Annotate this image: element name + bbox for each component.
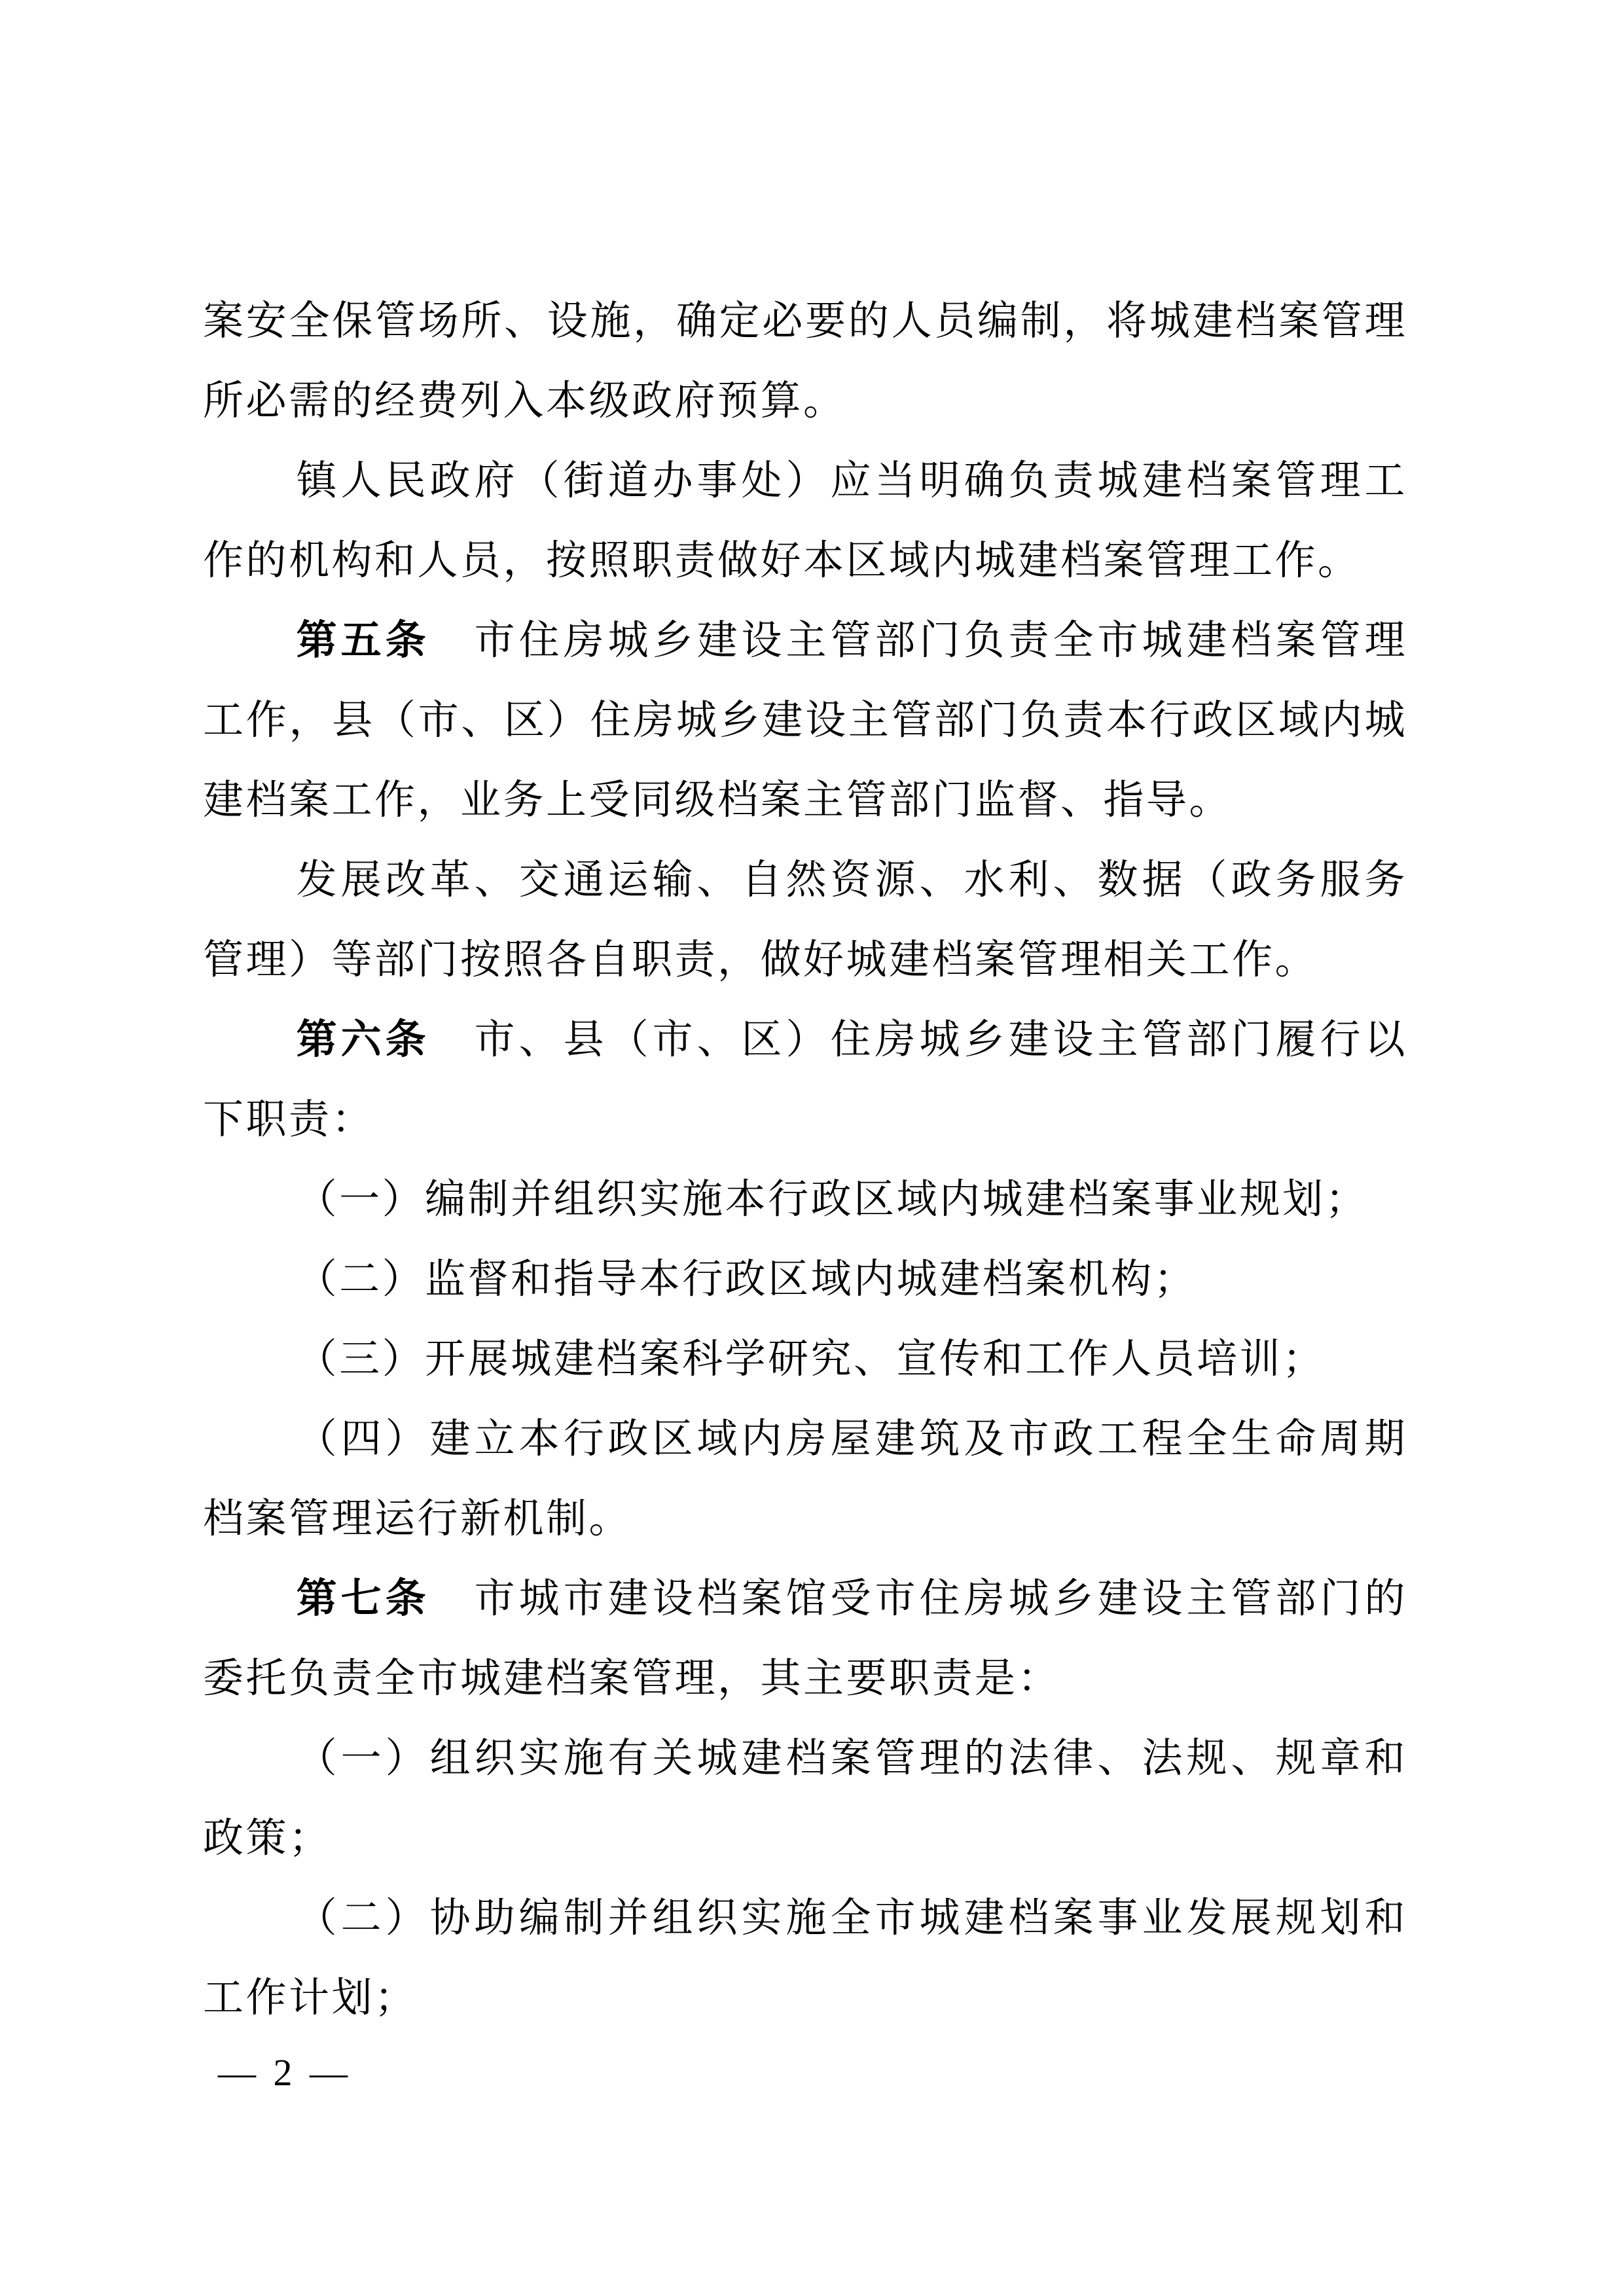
article-6-heading: 第六条 bbox=[296, 1017, 430, 1062]
paragraph-text: 镇人民政府（街道办事处）应当明确负责城建档案管理工作的机构和人员，按照职责做好本区域内城建档案管理工作。 bbox=[203, 459, 1407, 583]
list-item-1 bbox=[203, 1160, 1407, 1240]
paragraph-text: （一）编制并组织实施本行政区域内城建档案事业规划； bbox=[296, 1177, 1369, 1222]
list-item-1b bbox=[203, 1719, 1407, 1878]
paragraph-text: 发展改革、交通运输、自然资源、水利、数据（政务服务管理）等部门按照各自职责，做好城建档案管理相关工作。 bbox=[203, 858, 1407, 982]
paragraph-text: 市住房城乡建设主管部门负责全市城建档案管理工作，县（市、区）住房城乡建设主管部门负责本行政区域内城建档案工作，业务上受同级档案主管部门监督、指导。 bbox=[203, 619, 1407, 823]
paragraph-article-6 bbox=[203, 1000, 1407, 1160]
paragraph-text: （三）开展城建档案科学研究、宣传和工作人员培训； bbox=[296, 1337, 1326, 1382]
paragraph-text: （四）建立本行政区域内房屋建筑及市政工程全生命周期档案管理运行新机制。 bbox=[203, 1417, 1407, 1541]
paragraph-article-7 bbox=[203, 1559, 1407, 1719]
paragraph-text: （一）组织实施有关城建档案管理的法律、法规、规章和政策； bbox=[203, 1736, 1407, 1861]
page-number: — 2 — bbox=[218, 2051, 352, 2094]
paragraph bbox=[203, 441, 1407, 601]
paragraph-text: 案安全保管场所、设施，确定必要的人员编制，将城建档案管理所必需的经费列入本级政府预算。 bbox=[203, 299, 1407, 423]
list-item-2b bbox=[203, 1878, 1407, 2038]
paragraph-text: （二）监督和指导本行政区域内城建档案机构； bbox=[296, 1257, 1197, 1302]
list-item-2 bbox=[203, 1240, 1407, 1319]
paragraph-text: （二）协助编制并组织实施全市城建档案事业发展规划和工作计划； bbox=[203, 1896, 1407, 2020]
document-body bbox=[203, 281, 1407, 2038]
article-5-heading: 第五条 bbox=[296, 618, 430, 663]
list-item-3 bbox=[203, 1319, 1407, 1399]
list-item-4 bbox=[203, 1399, 1407, 1559]
article-7-heading: 第七条 bbox=[296, 1576, 430, 1621]
paragraph-text: 市城市建设档案馆受市住房城乡建设主管部门的委托负责全市城建档案管理，其主要职责是： bbox=[203, 1577, 1407, 1701]
paragraph bbox=[203, 840, 1407, 1000]
paragraph-text: 市、县（市、区）住房城乡建设主管部门履行以下职责： bbox=[203, 1018, 1407, 1142]
paragraph bbox=[203, 281, 1407, 441]
paragraph-article-5 bbox=[203, 601, 1407, 840]
